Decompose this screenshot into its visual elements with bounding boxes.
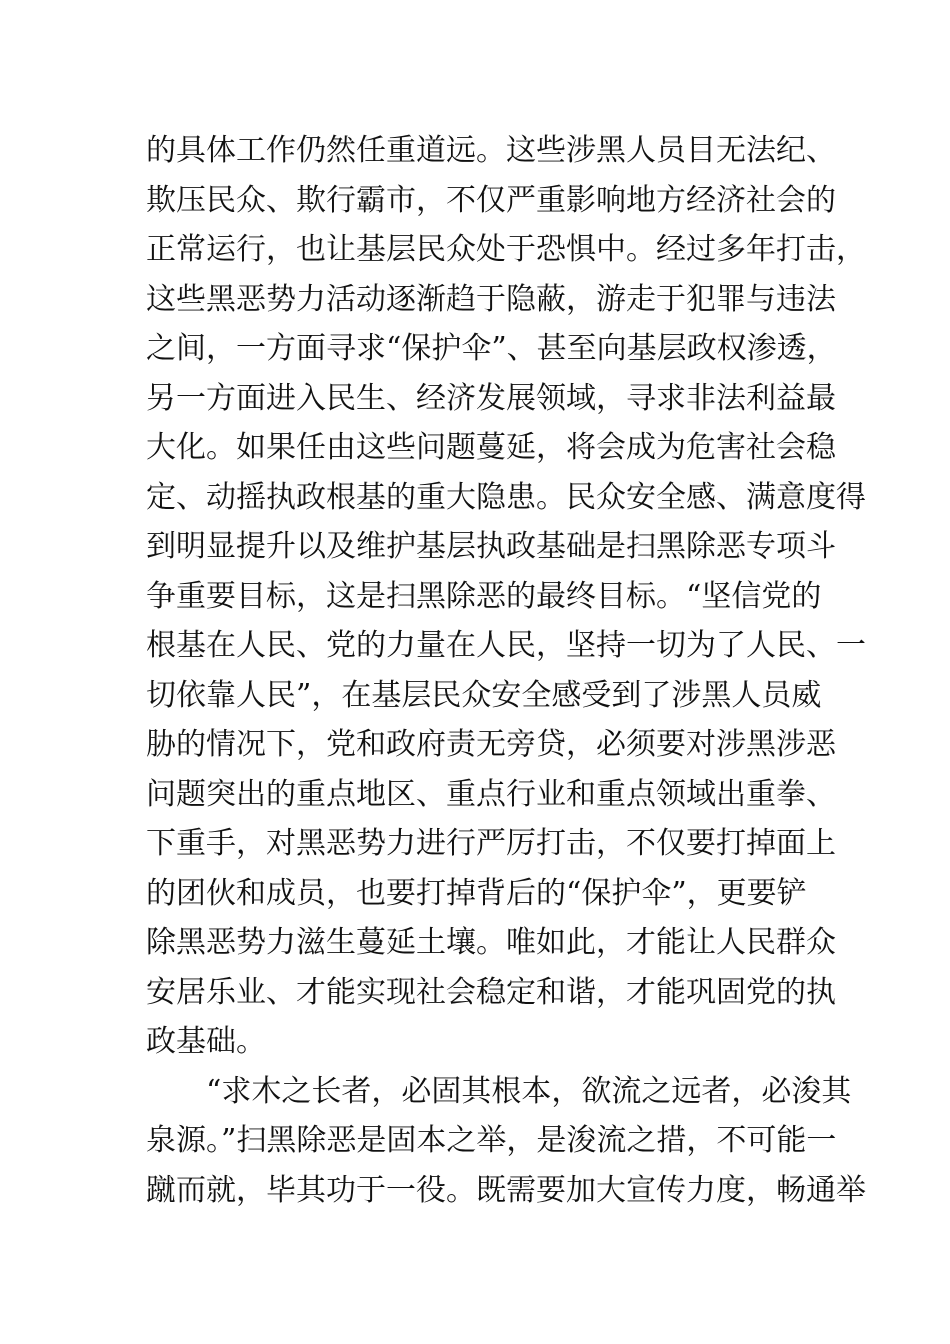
text-line: 的具体工作仍然任重道远。这些涉黑人员目无法纪、 [146,133,836,168]
text-line: 问题突出的重点地区、重点行业和重点领域出重拳、 [146,776,836,812]
text-line: 胁的情况下，党和政府责无旁贷，必须要对涉黑涉恶 [146,727,836,762]
text-line: 泉源。”扫黑除恶是固本之举，是浚流之措，不可能一 [146,1123,837,1158]
text-line: 大化。如果任由这些问题蔓延，将会成为危害社会稳 [146,430,836,465]
text-line: “求木之长者，必固其根本，欲流之远者，必浚其 [206,1073,852,1109]
text-line: 定、动摇执政根基的重大隐患。民众安全感、满意度得 [146,479,866,515]
text-line: 蹴而就，毕其功于一役。既需要加大宣传力度，畅通举 [146,1172,866,1208]
text-line: 政基础。 [146,1024,266,1059]
text-line: 欺压民众、欺行霸市，不仅严重影响地方经济社会的 [146,182,836,218]
body-text [146,126,866,1215]
text-line: 除黑恶势力滋生蔓延土壤。唯如此，才能让人民群众 [146,925,836,960]
text-line: 安居乐业、才能实现社会稳定和谐，才能巩固党的执 [146,974,836,1010]
paragraph [146,1067,866,1216]
text-line: 下重手，对黑恶势力进行严厉打击，不仅要打掉面上 [146,826,836,861]
text-line: 争重要目标，这是扫黑除恶的最终目标。“坚信党的 [146,578,822,614]
text-line: 之间，一方面寻求“保护伞”、甚至向基层政权渗透， [146,331,837,366]
text-line: 正常运行，也让基层民众处于恐惧中。经过多年打击， [146,232,866,267]
text-line: 切依靠人民”，在基层民众安全感受到了涉黑人员威 [146,677,822,713]
text-line: 另一方面进入民生、经济发展领域，寻求非法利益最 [146,380,836,416]
text-line: 这些黑恶势力活动逐渐趋于隐蔽，游走于犯罪与违法 [146,281,836,317]
paragraph [146,126,866,1067]
text-line: 到明显提升以及维护基层执政基础是扫黑除恶专项斗 [146,529,836,564]
text-line: 根基在人民、党的力量在人民，坚持一切为了人民、一 [146,628,866,663]
text-line: 的团伙和成员，也要打掉背后的“保护伞”，更要铲 [146,875,807,911]
